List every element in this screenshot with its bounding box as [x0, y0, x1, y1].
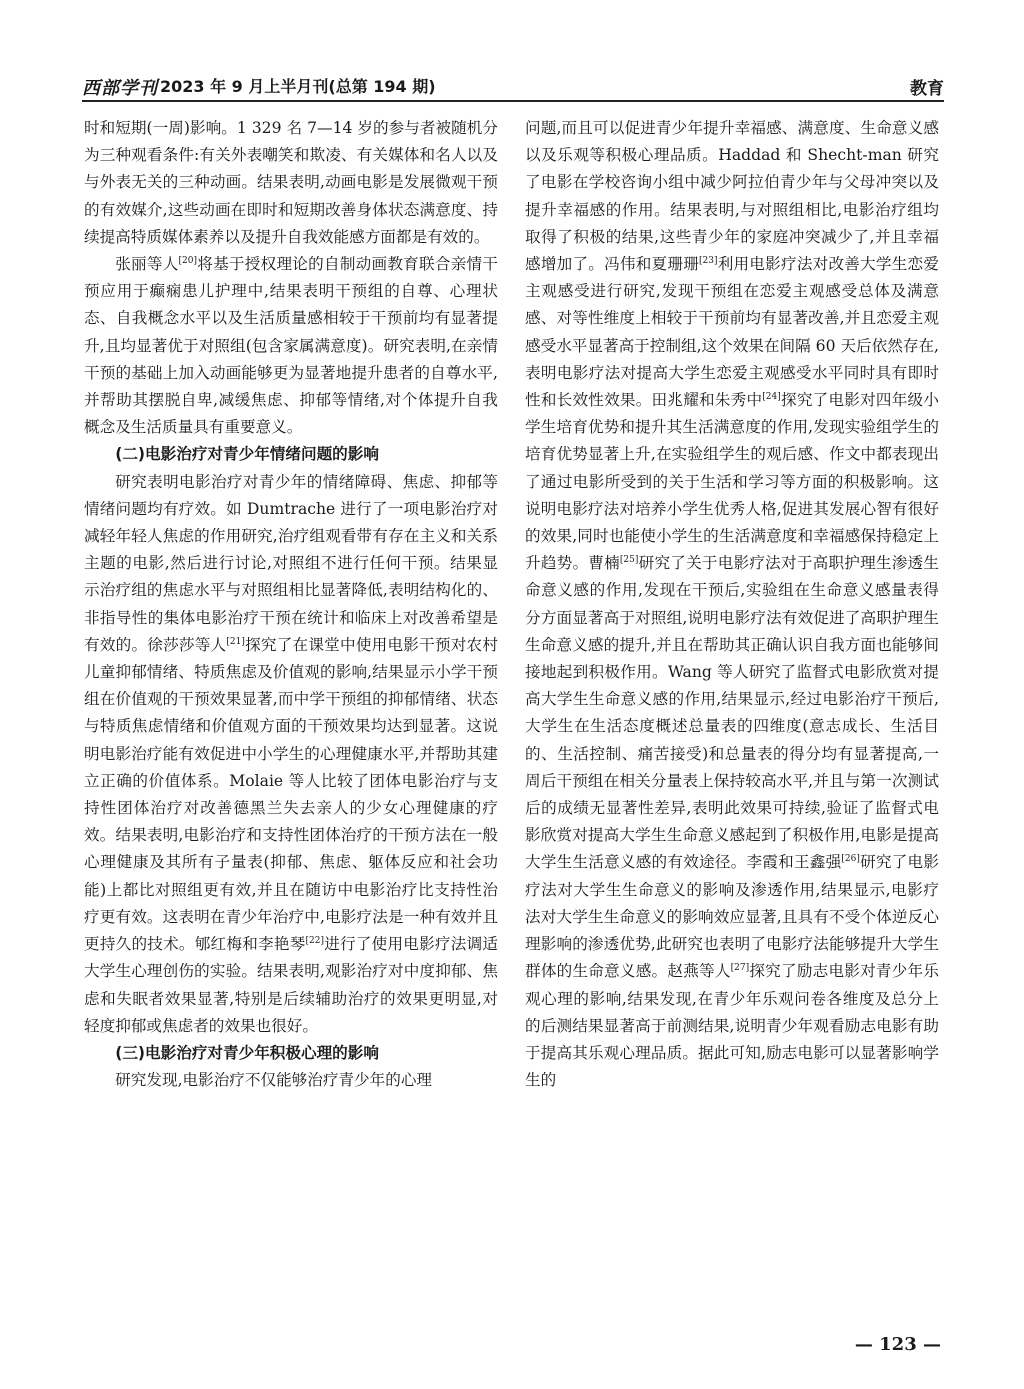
text-run: 利用电影疗法对改善大学生恋爱主观感受进行研究,发现干预组在恋爱主观感受总体及满意感、对等性维度上相较于干预前均有显著改善,并且恋爱主观感受水平显著高于控制组,这个效果在间隔 60 天后依然存在,表明电影疗法对提高大学生恋爱主观感受水平同时具有即时性和长效性效果。田兆耀和朱秀中 — [525, 255, 939, 410]
journal-logo: 西部学刊 — [82, 78, 158, 99]
header-rule — [82, 100, 944, 102]
issue-info: 2023 年 9 月上半月刊(总第 194 期) — [160, 77, 436, 96]
paragraph — [84, 469, 498, 1040]
text-run: 研究表明电影治疗对青少年的情绪障碍、焦虑、抑郁等情绪问题均有疗效。如 Dumtrache 进行了一项电影治疗对减轻年轻人焦虑的作用研究,治疗组观看带有存在主义和关系主题的电影,然后进行讨论,对照组不进行任何干预。结果显示治疗组的焦虑水平与对照组相比显著降低,表明结构化的、非指导性的集体电影治疗干预在统计和临床上对改善希望是有效的。徐莎莎等人 — [84, 472, 498, 654]
paragraph — [84, 251, 498, 441]
citation: [27] — [730, 963, 750, 974]
page-header — [82, 72, 944, 102]
text-run: 将基于授权理论的自制动画教育联合亲情干预应用于癫痫患儿护理中,结果表明干预组的自尊、心理状态、自我概念水平以及生活质量感相较于干预前均有显著提升,且均显著优于对照组(包含家属满意度)。研究表明,在亲情干预的基础上加入动画能够更为显著地提升患者的自尊水平,并帮助其摆脱自卑,减缓焦虑、抑郁等情绪,对个体提升自我概念及生活质量具有重要意义。 — [84, 255, 498, 437]
text-run: 探究了电影对四年级小学生培育优势和提升其生活满意度的作用,发现实验组学生的培育优势显著上升,在实验组学生的观后感、作文中都表现出了通过电影所受到的关于生活和学习等方面的积极影响。这说明电影疗法对培养小学生优秀人格,促进其发展心智有很好的效果,同时也能使小学生的生活满意度和幸福感保持稳定上升趋势。曹楠 — [525, 391, 939, 573]
page-number: — 123 — — [854, 1334, 941, 1355]
citation: [23] — [699, 255, 718, 266]
section-heading: (二)电影治疗对青少年情绪问题的影响 — [115, 445, 379, 464]
citation: [24] — [762, 391, 781, 402]
citation: [25] — [619, 555, 639, 566]
paragraph: 时和短期(一周)影响。1 329 名 7—14 岁的参与者被随机分为三种观看条件:有关外表嘲笑和欺凌、有关媒体和名人以及与外表无关的三种动画。结果表明,动画电影是发展微观干预的有效媒介,这些动画在即时和短期改善身体状态满意度、持续提高特质媒体素养以及提升自我效能感方面都是有效的。 — [84, 119, 498, 246]
citation: [20] — [178, 255, 198, 266]
section-heading: (三)电影治疗对青少年积极心理的影响 — [115, 1043, 379, 1062]
text-run: 问题,而且可以促进青少年提升幸福感、满意度、生命意义感以及乐观等积极心理品质。Haddad 和 Shecht-man 研究了电影在学校咨询小组中减少阿拉伯青少年与父母冲突以及提升幸福感的作用。结果表明,与对照组相比,电影治疗组均取得了积极的结果,这些青少年的家庭冲突减少了,并且幸福感增加了。冯伟和夏珊珊 — [525, 119, 939, 274]
paragraph — [525, 115, 939, 1094]
section-label: 教育 — [910, 79, 944, 99]
text-run: 探究了励志电影对青少年乐观心理的影响,结果发现,在青少年乐观问卷各维度及总分上的后测结果显著高于前测结果,说明青少年观看励志电影有助于提高其乐观心理品质。据此可知,励志电影可以显著影响学生的 — [525, 962, 939, 1090]
left-column — [84, 115, 498, 1094]
text-run: 研究了电影疗法对大学生生命意义的影响及渗透作用,结果显示,电影疗法对大学生生命意义的影响效应显著,且具有不受个体逆反心理影响的渗透优势,此研究也表明了电影疗法能够提升大学生群体的生命意义感。赵燕等人 — [525, 853, 939, 981]
citation: [26] — [841, 854, 860, 865]
text-run: 研究了关于电影疗法对于高职护理生渗透生命意义感的作用,发现在干预后,实验组在生命意义感量表得分方面显著高于对照组,说明电影疗法有效促进了高职护理生生命意义感的提升,并且在帮助其正确认识自我方面也能够间接地起到积极作用。Wang 等人研究了监督式电影欣赏对提高大学生生命意义感的作用,结果显示,经过电影治疗干预后,大学生在生活态度概述总量表的四维度(意志成长、生活目的、生活控制、痛苦接受)和总量表的得分均有显著提高,一周后干预组在相关分量表上保持较高水平,并且与第一次测试后的成绩无显著性差异,表明此效果可持续,验证了监督式电影欣赏对提高大学生生命意义感起到了积极作用,电影是提高大学生生活意义感的有效途径。李霞和王鑫强 — [525, 554, 939, 872]
citation: [22] — [305, 935, 324, 946]
text-run: 张丽等人 — [115, 255, 179, 274]
right-column — [525, 115, 939, 1094]
citation: [21] — [226, 636, 245, 647]
paragraph: 研究发现,电影治疗不仅能够治疗青少年的心理 — [115, 1071, 433, 1090]
text-run: 探究了在课堂中使用电影干预对农村儿童抑郁情绪、特质焦虑及价值观的影响,结果显示小学干预组在价值观的干预效果显著,而中学干预组的抑郁情绪、状态与特质焦虑情绪和价值观方面的干预效果均达到显著。这说明电影治疗能有效促进中小学生的心理健康水平,并帮助其建立正确的价值体系。Molaie 等人比较了团体电影治疗与支持性团体治疗对改善德黑兰失去亲人的少女心理健康的疗效。结果表明,电影治疗和支持性团体治疗的干预方法在一般心理健康及其所有子量表(抑郁、焦虑、躯体反应和社会功能)上都比对照组更有效,并且在随访中电影治疗比支持性治疗更有效。这表明在青少年治疗中,电影疗法是一种有效并且更持久的技术。郇红梅和李艳琴 — [84, 635, 498, 954]
text-run: 进行了使用电影疗法调适大学生心理创伤的实验。结果表明,观影治疗对中度抑郁、焦虑和失眠者效果显著,特别是后续辅助治疗的效果更明显,对轻度抑郁或焦虑者的效果也很好。 — [84, 935, 498, 1035]
